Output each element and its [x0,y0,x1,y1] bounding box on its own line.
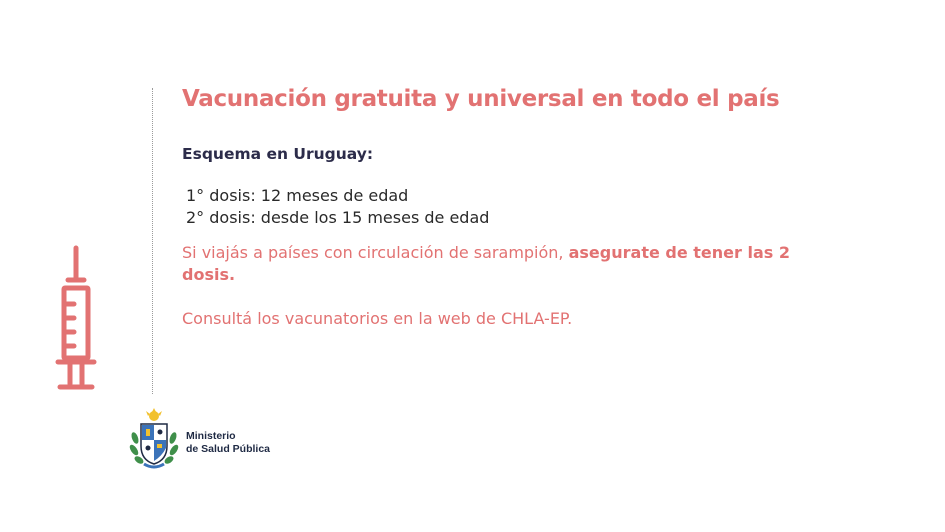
travel-advice-text: Si viajás a países con circulación de sarampión, [182,243,569,262]
syringe-icon [52,244,100,392]
consult-note: Consultá los vacunatorios en la web de CHLA-EP. [182,309,573,328]
dose-item-1: 1° dosis: 12 meses de edad [186,186,409,205]
ministry-name [186,430,270,456]
dotted-divider [152,88,153,394]
travel-advice-emphasis: asegurate de tener las 2 dosis. [182,243,790,284]
content-block [182,84,882,330]
ministry-line-2: de Salud Pública [186,443,271,455]
dose-list [186,185,882,229]
dose-item-2: 2° dosis: desde los 15 meses de edad [186,208,490,227]
travel-advice [182,242,842,286]
ministry-line-1: Ministerio [186,430,236,442]
page-title: Vacunación gratuita y universal en todo el país [182,86,780,112]
coat-of-arms-icon [128,408,180,470]
schedule-heading: Esquema en Uruguay: [182,145,374,163]
